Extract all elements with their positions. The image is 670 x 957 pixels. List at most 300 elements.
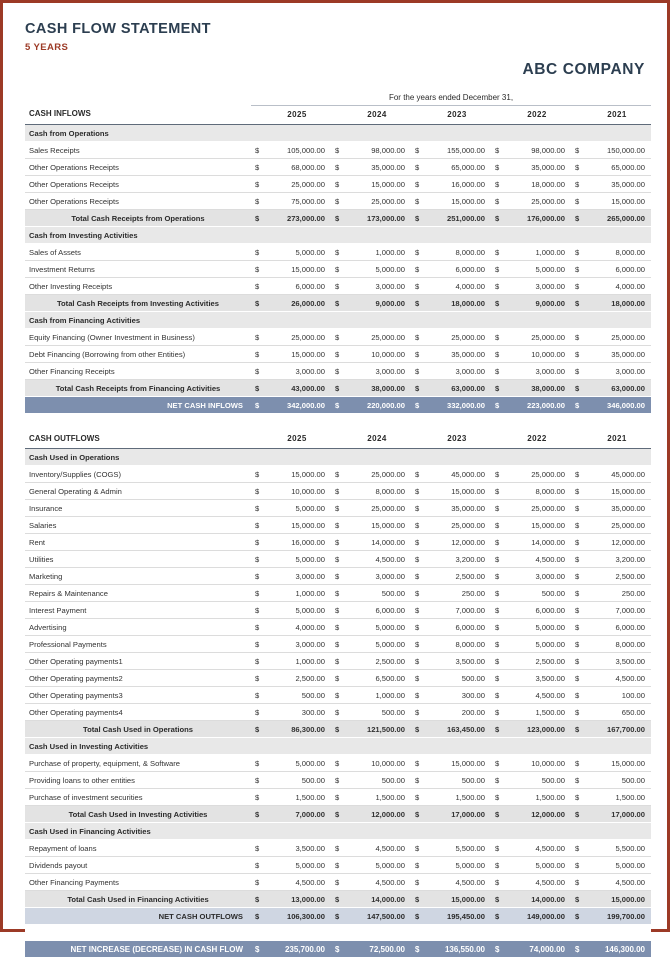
currency-symbol-1: $: [251, 636, 263, 653]
row-value-3: 15,000.00: [423, 483, 491, 500]
currency-symbol-1: $: [251, 193, 263, 210]
group-label: Cash from Investing Activities: [25, 227, 251, 244]
page-subtitle: 5 YEARS: [25, 42, 69, 53]
subtotal-label: Total Cash Receipts from Financing Activities: [25, 380, 251, 397]
table-row[interactable]: [25, 789, 651, 806]
group-blank: [251, 312, 651, 329]
group-label: Cash Used in Operations: [25, 449, 251, 466]
row-value-1: 3,000.00: [263, 363, 331, 380]
currency-symbol-4: $: [491, 329, 503, 346]
currency-symbol-2: $: [331, 653, 343, 670]
year-spacer-5: [571, 106, 583, 125]
row-value-3: 45,000.00: [423, 466, 491, 483]
currency-symbol-1: $: [251, 159, 263, 176]
row-label: Dividends payout: [25, 857, 251, 874]
currency-symbol-2: $: [331, 670, 343, 687]
currency-symbol-5: $: [571, 755, 583, 772]
row-value-5: 5,000.00: [583, 857, 651, 874]
currency-symbol-3: $: [411, 244, 423, 261]
row-value-2: 4,500.00: [343, 874, 411, 891]
row-value-2: 98,000.00: [343, 142, 411, 159]
net-change-value-3: 136,550.00: [423, 941, 491, 957]
table-row[interactable]: [25, 874, 651, 891]
currency-symbol-4: $: [491, 397, 503, 414]
table-row[interactable]: [25, 363, 651, 380]
currency-symbol-1: $: [251, 806, 263, 823]
subtotal-value-1: 86,300.00: [263, 721, 331, 738]
year-header-1: 2025: [263, 106, 331, 125]
currency-symbol-2: $: [331, 789, 343, 806]
group-blank: [251, 738, 651, 755]
row-label: Repairs & Maintenance: [25, 585, 251, 602]
currency-symbol-3: $: [411, 397, 423, 414]
currency-symbol-2: $: [331, 534, 343, 551]
currency-symbol-2: $: [331, 908, 343, 925]
currency-symbol-2: $: [331, 857, 343, 874]
year-header-5: 2021: [583, 430, 651, 449]
currency-symbol-5: $: [571, 295, 583, 312]
currency-symbol-1: $: [251, 517, 263, 534]
row-value-5: 8,000.00: [583, 636, 651, 653]
currency-symbol-5: $: [571, 840, 583, 857]
currency-symbol-3: $: [411, 329, 423, 346]
currency-symbol-2: $: [331, 483, 343, 500]
row-value-3: 8,000.00: [423, 244, 491, 261]
currency-symbol-2: $: [331, 346, 343, 363]
currency-symbol-1: $: [251, 840, 263, 857]
row-value-4: 4,500.00: [503, 874, 571, 891]
currency-symbol-2: $: [331, 176, 343, 193]
currency-symbol-4: $: [491, 210, 503, 227]
row-value-3: 15,000.00: [423, 193, 491, 210]
currency-symbol-3: $: [411, 159, 423, 176]
table-row[interactable]: [25, 517, 651, 534]
currency-symbol-5: $: [571, 806, 583, 823]
subtotal-value-1: 13,000.00: [263, 891, 331, 908]
currency-symbol-3: $: [411, 772, 423, 789]
currency-symbol-5: $: [571, 772, 583, 789]
currency-symbol-5: $: [571, 517, 583, 534]
currency-symbol-1: $: [251, 380, 263, 397]
year-header-5: 2021: [583, 106, 651, 125]
subtotal-row: [25, 295, 651, 312]
currency-symbol-1: $: [251, 534, 263, 551]
currency-symbol-4: $: [491, 585, 503, 602]
subtotal-value-1: 273,000.00: [263, 210, 331, 227]
currency-symbol-5: $: [571, 176, 583, 193]
subtotal-value-5: 265,000.00: [583, 210, 651, 227]
currency-symbol-1: $: [251, 329, 263, 346]
row-value-4: 10,000.00: [503, 755, 571, 772]
currency-symbol-3: $: [411, 551, 423, 568]
subtotal-value-2: 173,000.00: [343, 210, 411, 227]
row-value-4: 1,500.00: [503, 789, 571, 806]
row-value-2: 14,000.00: [343, 534, 411, 551]
period-label: For the years ended December 31,: [251, 89, 651, 106]
currency-symbol-1: $: [251, 891, 263, 908]
row-value-2: 4,500.00: [343, 551, 411, 568]
currency-symbol-1: $: [251, 721, 263, 738]
currency-symbol-3: $: [411, 176, 423, 193]
row-value-4: 15,000.00: [503, 517, 571, 534]
row-label: Other Operations Receipts: [25, 176, 251, 193]
net-cash-inflows-row-label: NET CASH INFLOWS: [25, 397, 251, 414]
row-value-1: 3,000.00: [263, 636, 331, 653]
row-label: Salaries: [25, 517, 251, 534]
currency-symbol-2: $: [331, 278, 343, 295]
currency-symbol-5: $: [571, 789, 583, 806]
group-header-row: [25, 738, 651, 755]
currency-symbol-2: $: [331, 721, 343, 738]
currency-symbol-3: $: [411, 585, 423, 602]
row-value-5: 8,000.00: [583, 244, 651, 261]
currency-symbol-2: $: [331, 329, 343, 346]
table-row[interactable]: [25, 704, 651, 721]
currency-symbol-2: $: [331, 772, 343, 789]
currency-symbol-4: $: [491, 380, 503, 397]
row-value-5: 3,000.00: [583, 363, 651, 380]
row-value-5: 12,000.00: [583, 534, 651, 551]
currency-symbol-5: $: [571, 329, 583, 346]
currency-symbol-3: $: [411, 346, 423, 363]
net-change-value-2: 72,500.00: [343, 941, 411, 957]
row-label: Other Financing Receipts: [25, 363, 251, 380]
currency-symbol-2: $: [331, 687, 343, 704]
currency-symbol-1: $: [251, 585, 263, 602]
subtotal-value-1: 7,000.00: [263, 806, 331, 823]
currency-symbol-4: $: [491, 941, 503, 957]
currency-symbol-2: $: [331, 363, 343, 380]
currency-symbol-5: $: [571, 483, 583, 500]
table-row[interactable]: [25, 687, 651, 704]
currency-symbol-4: $: [491, 483, 503, 500]
currency-symbol-1: $: [251, 619, 263, 636]
row-value-2: 500.00: [343, 585, 411, 602]
currency-symbol-1: $: [251, 500, 263, 517]
row-value-5: 4,500.00: [583, 670, 651, 687]
row-value-1: 5,000.00: [263, 551, 331, 568]
document-header: [25, 21, 645, 79]
row-value-4: 25,000.00: [503, 466, 571, 483]
subtotal-row: [25, 721, 651, 738]
spacer-row: [25, 925, 651, 942]
table-row[interactable]: [25, 142, 651, 159]
period-empty: [25, 89, 251, 106]
currency-symbol-3: $: [411, 619, 423, 636]
row-value-1: 5,000.00: [263, 857, 331, 874]
table-row[interactable]: [25, 244, 651, 261]
currency-symbol-3: $: [411, 295, 423, 312]
table-row[interactable]: [25, 772, 651, 789]
row-value-2: 10,000.00: [343, 755, 411, 772]
subtotal-label: Total Cash Receipts from Operations: [25, 210, 251, 227]
currency-symbol-3: $: [411, 806, 423, 823]
row-value-4: 98,000.00: [503, 142, 571, 159]
currency-symbol-2: $: [331, 636, 343, 653]
table-row[interactable]: [25, 755, 651, 772]
year-spacer-1: [251, 106, 263, 125]
currency-symbol-3: $: [411, 840, 423, 857]
subtotal-value-2: 38,000.00: [343, 380, 411, 397]
currency-symbol-1: $: [251, 295, 263, 312]
currency-symbol-3: $: [411, 670, 423, 687]
currency-symbol-4: $: [491, 602, 503, 619]
row-value-1: 6,000.00: [263, 278, 331, 295]
currency-symbol-3: $: [411, 602, 423, 619]
currency-symbol-4: $: [491, 653, 503, 670]
currency-symbol-2: $: [331, 551, 343, 568]
subtotal-value-3: 18,000.00: [423, 295, 491, 312]
row-value-5: 7,000.00: [583, 602, 651, 619]
currency-symbol-5: $: [571, 466, 583, 483]
row-value-1: 15,000.00: [263, 466, 331, 483]
row-value-3: 7,000.00: [423, 602, 491, 619]
currency-symbol-5: $: [571, 704, 583, 721]
row-label: Other Financing Payments: [25, 874, 251, 891]
currency-symbol-2: $: [331, 619, 343, 636]
row-value-5: 500.00: [583, 772, 651, 789]
table-row[interactable]: [25, 857, 651, 874]
row-value-2: 25,000.00: [343, 329, 411, 346]
subtotal-value-3: 163,450.00: [423, 721, 491, 738]
table-row[interactable]: [25, 568, 651, 585]
row-value-1: 500.00: [263, 687, 331, 704]
currency-symbol-3: $: [411, 721, 423, 738]
row-label: Sales of Assets: [25, 244, 251, 261]
net-cash-outflows-row-value-5: 199,700.00: [583, 908, 651, 925]
group-blank: [251, 125, 651, 142]
currency-symbol-5: $: [571, 142, 583, 159]
table-row[interactable]: [25, 551, 651, 568]
row-value-5: 4,500.00: [583, 874, 651, 891]
table-row[interactable]: [25, 176, 651, 193]
currency-symbol-4: $: [491, 670, 503, 687]
subtotal-value-5: 63,000.00: [583, 380, 651, 397]
row-value-4: 4,500.00: [503, 840, 571, 857]
row-label: Professional Payments: [25, 636, 251, 653]
net-change-value-5: 146,300.00: [583, 941, 651, 957]
row-value-4: 25,000.00: [503, 329, 571, 346]
row-label: General Operating & Admin: [25, 483, 251, 500]
currency-symbol-4: $: [491, 517, 503, 534]
row-label: Other Operating payments2: [25, 670, 251, 687]
group-blank: [251, 227, 651, 244]
currency-symbol-4: $: [491, 551, 503, 568]
row-value-2: 25,000.00: [343, 466, 411, 483]
row-value-2: 6,500.00: [343, 670, 411, 687]
table-row[interactable]: [25, 534, 651, 551]
net-change-value-1: 235,700.00: [263, 941, 331, 957]
currency-symbol-2: $: [331, 500, 343, 517]
row-value-2: 3,000.00: [343, 363, 411, 380]
currency-symbol-4: $: [491, 534, 503, 551]
currency-symbol-3: $: [411, 568, 423, 585]
row-value-3: 16,000.00: [423, 176, 491, 193]
row-value-4: 5,000.00: [503, 261, 571, 278]
currency-symbol-5: $: [571, 261, 583, 278]
row-value-1: 15,000.00: [263, 261, 331, 278]
table-row[interactable]: [25, 500, 651, 517]
row-value-4: 500.00: [503, 585, 571, 602]
net-cash-inflows-row-value-1: 342,000.00: [263, 397, 331, 414]
row-value-5: 35,000.00: [583, 346, 651, 363]
row-value-4: 35,000.00: [503, 159, 571, 176]
year-spacer-2: [331, 106, 343, 125]
currency-symbol-3: $: [411, 653, 423, 670]
subtotal-value-2: 14,000.00: [343, 891, 411, 908]
currency-symbol-2: $: [331, 261, 343, 278]
currency-symbol-1: $: [251, 244, 263, 261]
row-label: Other Investing Receipts: [25, 278, 251, 295]
currency-symbol-2: $: [331, 193, 343, 210]
table-row[interactable]: [25, 346, 651, 363]
currency-symbol-5: $: [571, 857, 583, 874]
currency-symbol-4: $: [491, 806, 503, 823]
currency-symbol-4: $: [491, 891, 503, 908]
year-spacer-5: [571, 430, 583, 449]
row-value-3: 250.00: [423, 585, 491, 602]
row-value-1: 10,000.00: [263, 483, 331, 500]
row-value-5: 250.00: [583, 585, 651, 602]
currency-symbol-2: $: [331, 585, 343, 602]
year-spacer-4: [491, 430, 503, 449]
table-row[interactable]: [25, 670, 651, 687]
row-value-5: 35,000.00: [583, 176, 651, 193]
subtotal-value-4: 14,000.00: [503, 891, 571, 908]
currency-symbol-3: $: [411, 142, 423, 159]
currency-symbol-2: $: [331, 210, 343, 227]
table-row[interactable]: [25, 585, 651, 602]
currency-symbol-4: $: [491, 857, 503, 874]
currency-symbol-5: $: [571, 602, 583, 619]
currency-symbol-3: $: [411, 704, 423, 721]
currency-symbol-1: $: [251, 874, 263, 891]
row-value-5: 65,000.00: [583, 159, 651, 176]
table-row[interactable]: [25, 619, 651, 636]
row-value-1: 500.00: [263, 772, 331, 789]
currency-symbol-5: $: [571, 534, 583, 551]
row-value-2: 5,000.00: [343, 261, 411, 278]
row-value-4: 2,500.00: [503, 653, 571, 670]
currency-symbol-4: $: [491, 568, 503, 585]
section-header-row: [25, 430, 651, 449]
currency-symbol-2: $: [331, 517, 343, 534]
currency-symbol-3: $: [411, 874, 423, 891]
row-value-5: 15,000.00: [583, 755, 651, 772]
currency-symbol-2: $: [331, 142, 343, 159]
row-value-2: 8,000.00: [343, 483, 411, 500]
year-spacer-2: [331, 430, 343, 449]
currency-symbol-2: $: [331, 244, 343, 261]
currency-symbol-4: $: [491, 261, 503, 278]
row-value-1: 25,000.00: [263, 176, 331, 193]
row-value-3: 3,200.00: [423, 551, 491, 568]
currency-symbol-4: $: [491, 278, 503, 295]
currency-symbol-2: $: [331, 602, 343, 619]
group-header-row: [25, 125, 651, 142]
currency-symbol-3: $: [411, 857, 423, 874]
group-label: Cash from Operations: [25, 125, 251, 142]
company-name: ABC COMPANY: [522, 61, 645, 78]
table-row[interactable]: [25, 193, 651, 210]
row-label: Other Operating payments3: [25, 687, 251, 704]
row-value-3: 25,000.00: [423, 329, 491, 346]
currency-symbol-4: $: [491, 755, 503, 772]
row-value-4: 3,000.00: [503, 568, 571, 585]
currency-symbol-1: $: [251, 704, 263, 721]
subtotal-value-2: 9,000.00: [343, 295, 411, 312]
row-value-4: 14,000.00: [503, 534, 571, 551]
subtotal-value-4: 38,000.00: [503, 380, 571, 397]
table-row[interactable]: [25, 840, 651, 857]
row-value-1: 5,000.00: [263, 602, 331, 619]
table-row[interactable]: [25, 261, 651, 278]
currency-symbol-5: $: [571, 193, 583, 210]
row-value-2: 1,500.00: [343, 789, 411, 806]
subtotal-label: Total Cash Used in Investing Activities: [25, 806, 251, 823]
currency-symbol-4: $: [491, 159, 503, 176]
row-value-3: 4,500.00: [423, 874, 491, 891]
row-value-4: 4,500.00: [503, 551, 571, 568]
table-row[interactable]: [25, 483, 651, 500]
table-row[interactable]: [25, 278, 651, 295]
row-value-1: 2,500.00: [263, 670, 331, 687]
group-header-row: [25, 312, 651, 329]
currency-symbol-5: $: [571, 380, 583, 397]
row-value-1: 15,000.00: [263, 517, 331, 534]
year-spacer-3: [411, 106, 423, 125]
row-label: Advertising: [25, 619, 251, 636]
row-label: Repayment of loans: [25, 840, 251, 857]
group-header-row: [25, 227, 651, 244]
row-value-2: 10,000.00: [343, 346, 411, 363]
row-label: Interest Payment: [25, 602, 251, 619]
table-row[interactable]: [25, 329, 651, 346]
currency-symbol-2: $: [331, 380, 343, 397]
cash-flow-body: [25, 89, 651, 957]
subtotal-value-1: 43,000.00: [263, 380, 331, 397]
currency-symbol-2: $: [331, 806, 343, 823]
cash-flow-table: [25, 89, 651, 957]
row-value-5: 100.00: [583, 687, 651, 704]
currency-symbol-4: $: [491, 295, 503, 312]
row-value-4: 25,000.00: [503, 193, 571, 210]
currency-symbol-4: $: [491, 142, 503, 159]
table-row[interactable]: [25, 602, 651, 619]
table-row[interactable]: [25, 636, 651, 653]
currency-symbol-4: $: [491, 789, 503, 806]
row-value-3: 5,500.00: [423, 840, 491, 857]
period-label-row: [25, 89, 651, 106]
currency-symbol-4: $: [491, 704, 503, 721]
currency-symbol-3: $: [411, 908, 423, 925]
table-row[interactable]: [25, 159, 651, 176]
currency-symbol-3: $: [411, 517, 423, 534]
currency-symbol-1: $: [251, 602, 263, 619]
currency-symbol-1: $: [251, 687, 263, 704]
net-change-label: NET INCREASE (DECREASE) IN CASH FLOW: [25, 941, 251, 957]
subtotal-value-4: 123,000.00: [503, 721, 571, 738]
table-row[interactable]: [25, 653, 651, 670]
net-cash-outflows-row-value-1: 106,300.00: [263, 908, 331, 925]
row-label: Marketing: [25, 568, 251, 585]
row-value-3: 1,500.00: [423, 789, 491, 806]
subtotal-value-3: 251,000.00: [423, 210, 491, 227]
table-row[interactable]: [25, 466, 651, 483]
currency-symbol-4: $: [491, 193, 503, 210]
currency-symbol-5: $: [571, 585, 583, 602]
net-cash-outflows-row-label: NET CASH OUTFLOWS: [25, 908, 251, 925]
